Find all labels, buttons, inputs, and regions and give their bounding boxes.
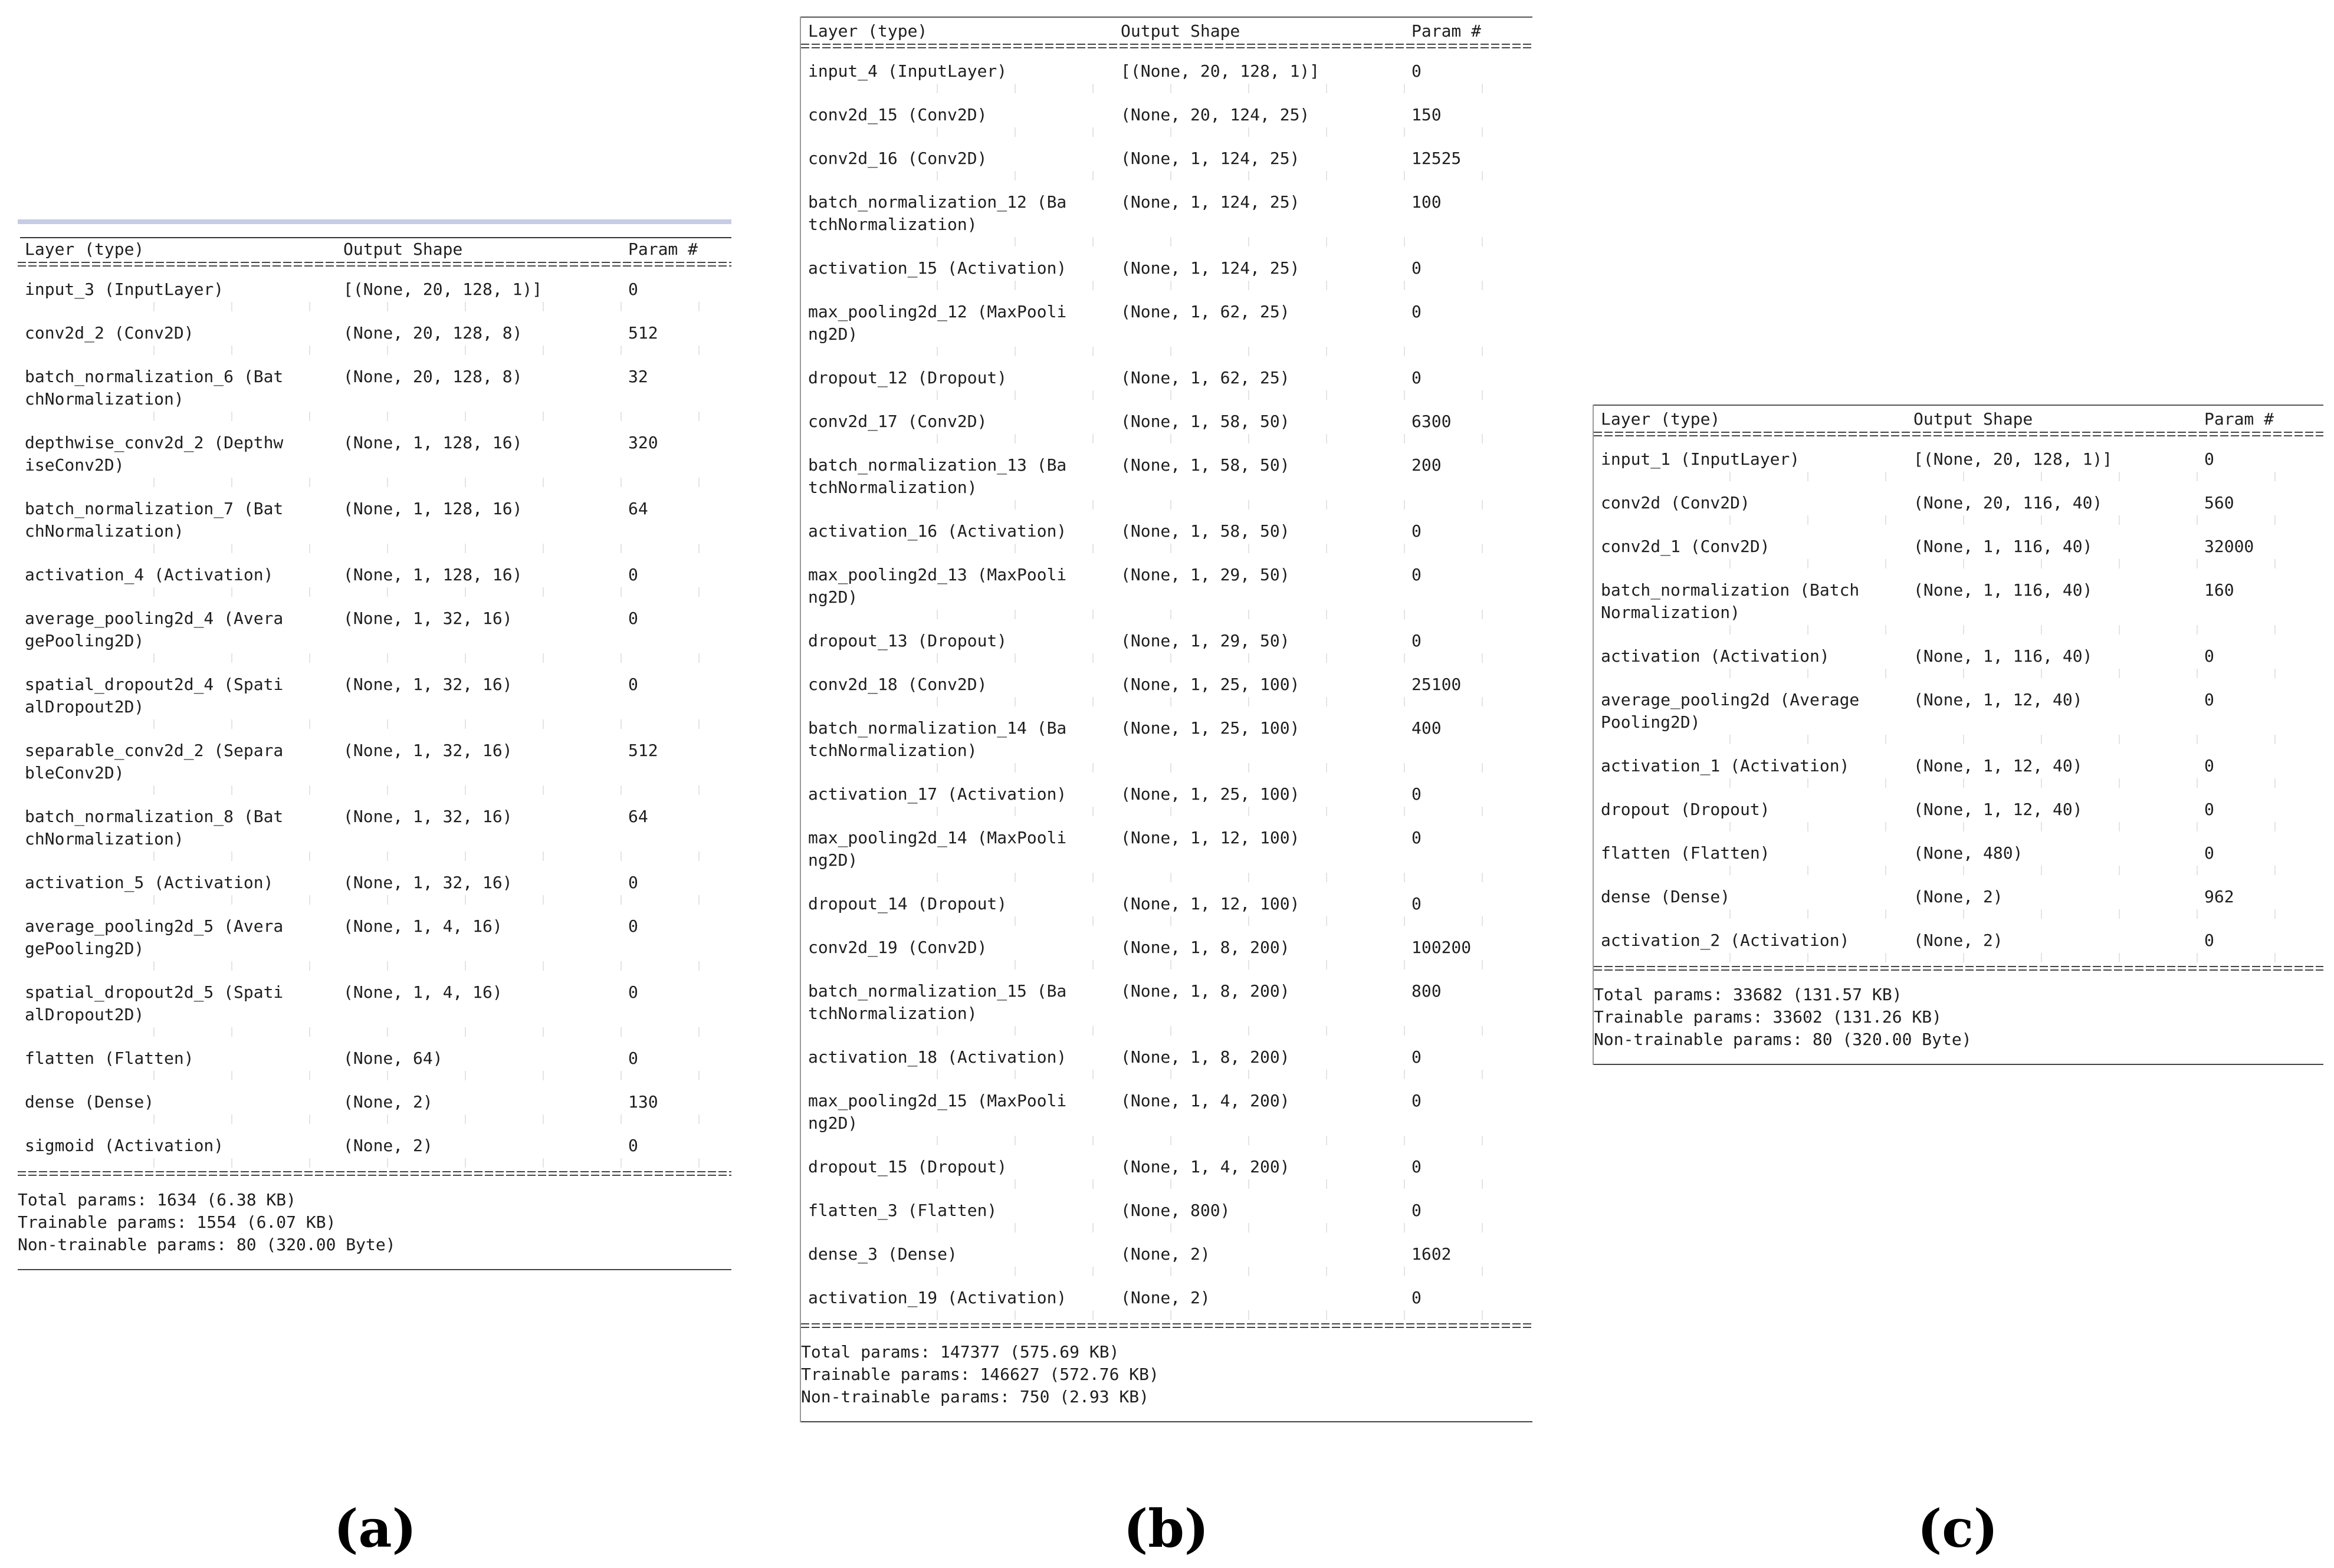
layer-name: flatten_3 (Flatten) xyxy=(808,1201,997,1220)
table-row xyxy=(18,555,731,599)
layer-name: dropout_15 (Dropout) xyxy=(808,1157,1007,1176)
layer-name: max_pooling2d_15 (MaxPooli ng2D) xyxy=(808,1091,1067,1133)
param-count: 160 xyxy=(2204,580,2234,600)
layer-name: activation_16 (Activation) xyxy=(808,521,1067,541)
table-row xyxy=(801,775,1532,818)
output-shape: (None, 1, 116, 40) xyxy=(1913,580,2093,600)
table-row xyxy=(1594,834,2323,877)
output-shape: (None, 1, 62, 25) xyxy=(1121,368,1290,387)
layer-name: sigmoid (Activation) xyxy=(25,1136,224,1155)
output-shape: (None, 1, 58, 50) xyxy=(1121,521,1290,541)
header-layer: Layer (type) xyxy=(25,239,145,259)
param-count: 6300 xyxy=(1411,412,1452,431)
output-shape: (None, 1, 29, 50) xyxy=(1121,565,1290,584)
table-row xyxy=(1594,637,2323,681)
output-shape: (None, 1, 8, 200) xyxy=(1121,981,1290,1001)
table-row xyxy=(18,314,731,357)
output-shape: (None, 1, 128, 16) xyxy=(343,433,523,452)
caption-b: (b) xyxy=(1123,1498,1209,1559)
output-shape: (None, 1, 116, 40) xyxy=(1913,646,2093,666)
output-shape: (None, 1, 29, 50) xyxy=(1121,631,1290,650)
table-row xyxy=(801,249,1532,292)
param-count: 0 xyxy=(1411,1047,1422,1067)
table-row xyxy=(18,973,731,1039)
param-count: 100200 xyxy=(1411,938,1472,957)
param-count: 64 xyxy=(628,807,648,826)
trainable-params: Trainable params: 33602 (131.26 KB) xyxy=(1594,1007,1942,1027)
output-shape: (None, 1, 4, 200) xyxy=(1121,1157,1290,1176)
output-shape: (None, 1, 124, 25) xyxy=(1121,192,1300,212)
header-param: Param # xyxy=(1411,21,1482,41)
layer-name: batch_normalization (Batch Normalization) xyxy=(1601,580,1860,622)
params-summary xyxy=(801,1332,1532,1421)
output-shape: (None, 480) xyxy=(1913,843,2023,863)
output-shape: (None, 20, 128, 8) xyxy=(343,367,523,386)
output-shape: (None, 20, 128, 8) xyxy=(343,323,523,343)
total-params: Total params: 147377 (575.69 KB) xyxy=(801,1342,1120,1362)
non-trainable-params: Non-trainable params: 80 (320.00 Byte) xyxy=(1594,1030,1972,1049)
param-count: 400 xyxy=(1411,718,1442,738)
layer-name: conv2d_1 (Conv2D) xyxy=(1601,537,1770,556)
layer-name: activation_19 (Activation) xyxy=(808,1288,1067,1307)
param-count: 512 xyxy=(628,323,658,343)
output-shape: (None, 1, 12, 40) xyxy=(1913,800,2083,819)
output-shape: (None, 2) xyxy=(1913,931,2003,950)
params-summary xyxy=(18,1179,731,1269)
param-count: 0 xyxy=(2204,931,2214,950)
layer-name: activation_18 (Activation) xyxy=(808,1047,1067,1067)
layer-name: activation_2 (Activation) xyxy=(1601,931,1850,950)
layer-name: input_3 (InputLayer) xyxy=(25,280,224,299)
layer-rows xyxy=(1594,440,2323,965)
layer-name: spatial_dropout2d_4 (Spati alDropout2D) xyxy=(25,675,284,716)
output-shape: (None, 1, 116, 40) xyxy=(1913,537,2093,556)
param-count: 12525 xyxy=(1411,149,1462,168)
param-count: 0 xyxy=(628,1136,638,1155)
header-separator xyxy=(1594,432,2323,438)
table-row xyxy=(18,863,731,907)
param-count: 0 xyxy=(1411,521,1422,541)
param-count: 0 xyxy=(628,565,638,584)
table-row xyxy=(801,1278,1532,1322)
output-shape: (None, 1, 32, 16) xyxy=(343,741,513,760)
table-row xyxy=(1594,571,2323,637)
output-shape: [(None, 20, 128, 1)] xyxy=(1121,61,1320,81)
params-summary xyxy=(1594,974,2323,1064)
layer-name: dense_3 (Dense) xyxy=(808,1244,957,1264)
total-params: Total params: 1634 (6.38 KB) xyxy=(18,1190,297,1209)
output-shape: (None, 1, 58, 50) xyxy=(1121,455,1290,475)
header-output: Output Shape xyxy=(1913,409,2033,429)
layer-name: average_pooling2d_5 (Avera gePooling2D) xyxy=(25,916,284,958)
top-band xyxy=(18,219,731,224)
output-shape: (None, 1, 62, 25) xyxy=(1121,302,1290,321)
layer-name: conv2d_16 (Conv2D) xyxy=(808,149,987,168)
footer-separator xyxy=(801,1323,1532,1329)
table-header xyxy=(801,20,1532,42)
table-row xyxy=(18,797,731,863)
output-shape: (None, 1, 8, 200) xyxy=(1121,938,1290,957)
layer-name: input_4 (InputLayer) xyxy=(808,61,1007,81)
layer-name: dropout_13 (Dropout) xyxy=(808,631,1007,650)
caption-c: (c) xyxy=(1917,1498,1998,1559)
layer-name: max_pooling2d_13 (MaxPooli ng2D) xyxy=(808,565,1067,607)
param-count: 0 xyxy=(628,873,638,892)
table-row xyxy=(801,359,1532,402)
trainable-params: Trainable params: 1554 (6.07 KB) xyxy=(18,1212,336,1232)
layer-name: conv2d (Conv2D) xyxy=(1601,493,1750,512)
header-layer: Layer (type) xyxy=(1601,409,1721,429)
table-row xyxy=(1594,790,2323,834)
layer-name: activation (Activation) xyxy=(1601,646,1830,666)
param-count: 0 xyxy=(1411,258,1422,278)
layer-name: separable_conv2d_2 (Separa bleConv2D) xyxy=(25,741,284,783)
param-count: 0 xyxy=(2204,800,2214,819)
non-trainable-params: Non-trainable params: 750 (2.93 KB) xyxy=(801,1387,1150,1406)
layer-name: flatten (Flatten) xyxy=(1601,843,1770,863)
table-row xyxy=(18,665,731,731)
param-count: 0 xyxy=(1411,784,1422,804)
output-shape: (None, 1, 12, 40) xyxy=(1913,756,2083,775)
table-row xyxy=(1594,527,2323,571)
table-row xyxy=(801,555,1532,622)
layer-name: dense (Dense) xyxy=(25,1092,155,1112)
table-row xyxy=(18,1039,731,1083)
layer-name: max_pooling2d_12 (MaxPooli ng2D) xyxy=(808,302,1067,344)
layer-name: activation_15 (Activation) xyxy=(808,258,1067,278)
param-count: 32000 xyxy=(2204,537,2254,556)
table-row xyxy=(801,665,1532,709)
table-row xyxy=(801,885,1532,928)
non-trainable-params: Non-trainable params: 80 (320.00 Byte) xyxy=(18,1235,396,1254)
table-row xyxy=(801,1148,1532,1191)
layer-name: conv2d_2 (Conv2D) xyxy=(25,323,194,343)
table-row xyxy=(801,183,1532,249)
output-shape: (None, 1, 124, 25) xyxy=(1121,258,1300,278)
output-shape: (None, 1, 32, 16) xyxy=(343,873,513,892)
output-shape: (None, 1, 12, 100) xyxy=(1121,894,1300,913)
table-row xyxy=(1594,681,2323,747)
param-count: 64 xyxy=(628,499,648,518)
header-layer: Layer (type) xyxy=(808,21,928,41)
table-row xyxy=(801,1082,1532,1148)
model-summary-a xyxy=(18,219,731,1270)
param-count: 0 xyxy=(1411,1091,1422,1110)
param-count: 0 xyxy=(1411,828,1422,847)
layer-name: conv2d_19 (Conv2D) xyxy=(808,938,987,957)
header-param: Param # xyxy=(2204,409,2274,429)
param-count: 0 xyxy=(1411,1288,1422,1307)
layer-name: input_1 (InputLayer) xyxy=(1601,449,1800,469)
param-count: 0 xyxy=(2204,843,2214,863)
header-separator xyxy=(801,44,1532,50)
layer-name: batch_normalization_8 (Bat chNormalization) xyxy=(25,807,284,849)
layer-name: batch_normalization_6 (Bat chNormalization) xyxy=(25,367,284,409)
table-row xyxy=(801,52,1532,96)
footer-separator xyxy=(18,1171,731,1177)
layer-name: batch_normalization_7 (Bat chNormalization) xyxy=(25,499,284,541)
table-row xyxy=(801,818,1532,885)
output-shape: (None, 2) xyxy=(1913,887,2003,906)
table-row xyxy=(18,1126,731,1170)
top-band xyxy=(1594,405,2323,406)
header-param: Param # xyxy=(628,239,698,259)
table-row xyxy=(18,731,731,797)
layer-name: dropout (Dropout) xyxy=(1601,800,1770,819)
model-summary-b xyxy=(800,17,1532,1422)
layer-name: activation_4 (Activation) xyxy=(25,565,274,584)
output-shape: (None, 1, 32, 16) xyxy=(343,675,513,694)
layer-name: average_pooling2d (Average Pooling2D) xyxy=(1601,690,1860,732)
table-row xyxy=(1594,921,2323,965)
table-row xyxy=(801,96,1532,139)
layer-rows xyxy=(18,270,731,1170)
footer-separator xyxy=(1594,966,2323,972)
table-row xyxy=(18,423,731,489)
table-row xyxy=(801,1191,1532,1235)
table-row xyxy=(801,139,1532,183)
param-count: 0 xyxy=(1411,1157,1422,1176)
param-count: 32 xyxy=(628,367,648,386)
output-shape: (None, 1, 32, 16) xyxy=(343,609,513,628)
output-shape: (None, 2) xyxy=(1121,1288,1210,1307)
param-count: 130 xyxy=(628,1092,658,1112)
table-row xyxy=(801,972,1532,1038)
table-row xyxy=(801,446,1532,512)
output-shape: (None, 2) xyxy=(1121,1244,1210,1264)
param-count: 0 xyxy=(2204,646,2214,666)
top-band xyxy=(801,17,1532,18)
output-shape: (None, 2) xyxy=(343,1092,433,1112)
param-count: 25100 xyxy=(1411,675,1462,694)
table-row xyxy=(801,292,1532,359)
layer-name: batch_normalization_12 (Ba tchNormalization) xyxy=(808,192,1067,234)
output-shape: [(None, 20, 128, 1)] xyxy=(343,280,543,299)
header-output: Output Shape xyxy=(343,239,463,259)
output-shape: (None, 1, 25, 100) xyxy=(1121,784,1300,804)
output-shape: (None, 1, 128, 16) xyxy=(343,499,523,518)
layer-name: batch_normalization_13 (Ba tchNormalization) xyxy=(808,455,1067,497)
layer-name: activation_5 (Activation) xyxy=(25,873,274,892)
table-row xyxy=(18,357,731,423)
model-summary-c xyxy=(1593,405,2323,1065)
table-row xyxy=(801,512,1532,555)
output-shape: (None, 1, 4, 16) xyxy=(343,982,503,1002)
layer-name: activation_17 (Activation) xyxy=(808,784,1067,804)
table-row xyxy=(18,1083,731,1126)
layer-name: depthwise_conv2d_2 (Depthw iseConv2D) xyxy=(25,433,284,475)
table-row xyxy=(801,402,1532,446)
param-count: 0 xyxy=(1411,368,1422,387)
output-shape: (None, 1, 12, 40) xyxy=(1913,690,2083,709)
param-count: 150 xyxy=(1411,105,1442,124)
layer-name: conv2d_17 (Conv2D) xyxy=(808,412,987,431)
output-shape: (None, 2) xyxy=(343,1136,433,1155)
param-count: 0 xyxy=(2204,756,2214,775)
output-shape: (None, 64) xyxy=(343,1048,443,1068)
table-row xyxy=(801,928,1532,972)
layer-name: batch_normalization_14 (Ba tchNormalization) xyxy=(808,718,1067,760)
param-count: 0 xyxy=(628,609,638,628)
output-shape: [(None, 20, 128, 1)] xyxy=(1913,449,2113,469)
param-count: 0 xyxy=(628,280,638,299)
param-count: 0 xyxy=(1411,631,1422,650)
total-params: Total params: 33682 (131.57 KB) xyxy=(1594,985,1902,1004)
output-shape: (None, 1, 4, 200) xyxy=(1121,1091,1290,1110)
output-shape: (None, 800) xyxy=(1121,1201,1230,1220)
output-shape: (None, 1, 12, 100) xyxy=(1121,828,1300,847)
param-count: 1602 xyxy=(1411,1244,1452,1264)
param-count: 100 xyxy=(1411,192,1442,212)
output-shape: (None, 1, 25, 100) xyxy=(1121,675,1300,694)
output-shape: (None, 1, 25, 100) xyxy=(1121,718,1300,738)
param-count: 0 xyxy=(1411,565,1422,584)
table-row xyxy=(18,599,731,665)
table-row xyxy=(801,1235,1532,1278)
param-count: 0 xyxy=(628,1048,638,1068)
param-count: 0 xyxy=(1411,1201,1422,1220)
layer-name: dense (Dense) xyxy=(1601,887,1731,906)
param-count: 512 xyxy=(628,741,658,760)
table-row xyxy=(801,709,1532,775)
layer-name: spatial_dropout2d_5 (Spati alDropout2D) xyxy=(25,982,284,1024)
output-shape: (None, 1, 128, 16) xyxy=(343,565,523,584)
param-count: 0 xyxy=(1411,61,1422,81)
param-count: 0 xyxy=(628,982,638,1002)
output-shape: (None, 1, 4, 16) xyxy=(343,916,503,936)
table-header xyxy=(1594,408,2323,430)
output-shape: (None, 1, 32, 16) xyxy=(343,807,513,826)
table-row xyxy=(1594,440,2323,484)
output-shape: (None, 20, 124, 25) xyxy=(1121,105,1310,124)
output-shape: (None, 20, 116, 40) xyxy=(1913,493,2103,512)
caption-a: (a) xyxy=(333,1498,417,1559)
param-count: 0 xyxy=(2204,449,2214,469)
param-count: 0 xyxy=(1411,894,1422,913)
output-shape: (None, 1, 58, 50) xyxy=(1121,412,1290,431)
layer-name: activation_1 (Activation) xyxy=(1601,756,1850,775)
output-shape: (None, 1, 124, 25) xyxy=(1121,149,1300,168)
layer-name: flatten (Flatten) xyxy=(25,1048,194,1068)
trainable-params: Trainable params: 146627 (572.76 KB) xyxy=(801,1365,1159,1384)
param-count: 800 xyxy=(1411,981,1442,1001)
param-count: 0 xyxy=(628,916,638,936)
param-count: 0 xyxy=(2204,690,2214,709)
layer-name: batch_normalization_15 (Ba tchNormalization) xyxy=(808,981,1067,1023)
header-output: Output Shape xyxy=(1121,21,1240,41)
layer-name: dropout_12 (Dropout) xyxy=(808,368,1007,387)
param-count: 200 xyxy=(1411,455,1442,475)
layer-name: conv2d_15 (Conv2D) xyxy=(808,105,987,124)
layer-name: conv2d_18 (Conv2D) xyxy=(808,675,987,694)
param-count: 320 xyxy=(628,433,658,452)
param-count: 0 xyxy=(628,675,638,694)
table-row xyxy=(1594,877,2323,921)
param-count: 560 xyxy=(2204,493,2234,512)
table-row xyxy=(801,1038,1532,1082)
output-shape: (None, 1, 8, 200) xyxy=(1121,1047,1290,1067)
table-row xyxy=(1594,484,2323,527)
header-separator xyxy=(18,262,731,268)
table-row xyxy=(18,270,731,314)
table-row xyxy=(18,489,731,555)
table-row xyxy=(18,907,731,973)
layer-name: max_pooling2d_14 (MaxPooli ng2D) xyxy=(808,828,1067,870)
layer-name: dropout_14 (Dropout) xyxy=(808,894,1007,913)
param-count: 962 xyxy=(2204,887,2234,906)
layer-name: average_pooling2d_4 (Avera gePooling2D) xyxy=(25,609,284,650)
layer-rows xyxy=(801,52,1532,1322)
param-count: 0 xyxy=(1411,302,1422,321)
table-row xyxy=(1594,747,2323,790)
table-row xyxy=(801,622,1532,665)
table-header xyxy=(18,238,731,261)
